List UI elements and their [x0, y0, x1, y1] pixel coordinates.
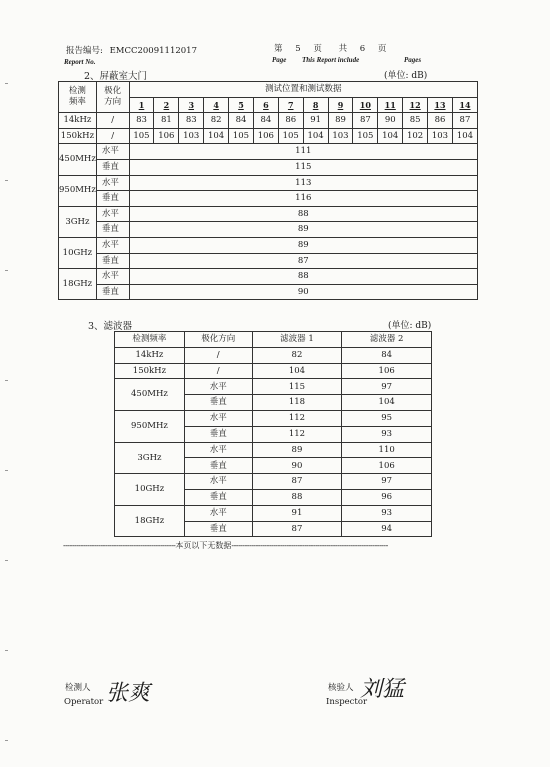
pol-cell: / — [96, 113, 129, 129]
pol-cell: 垂直 — [184, 426, 252, 442]
value-cell: 86 — [428, 113, 453, 129]
value-cell: 84 — [229, 113, 254, 129]
position-number-cell: 2 — [154, 97, 179, 113]
value-cell: 82 — [204, 113, 229, 129]
value-cell: 111 — [129, 144, 477, 160]
value-cell: 83 — [129, 113, 154, 129]
pol-cell: 水平 — [184, 379, 252, 395]
value-cell: 113 — [129, 175, 477, 191]
total-prefix: 共 — [338, 44, 348, 54]
section3-unit: (单位: dB) — [388, 321, 432, 331]
pol-cell: 水平 — [96, 269, 129, 285]
table-row — [59, 128, 478, 144]
shielding-door-table — [58, 81, 478, 300]
pol-cell: 水平 — [184, 505, 252, 521]
position-number-cell: 5 — [229, 97, 254, 113]
binding-mark — [5, 180, 8, 181]
freq-cell: 18GHz — [115, 505, 185, 537]
value-cell: 95 — [342, 410, 432, 426]
value-cell: 88 — [252, 489, 342, 505]
position-number-cell: 11 — [378, 97, 403, 113]
value-cell: 103 — [179, 128, 204, 144]
value-cell: 91 — [303, 113, 328, 129]
operator-signature: 张爽 — [106, 681, 151, 706]
pol-cell: 垂直 — [96, 253, 129, 269]
freq-cell: 10GHz — [115, 474, 185, 506]
value-cell: 104 — [342, 395, 432, 411]
pages-en: Pages — [404, 56, 422, 64]
filter-table — [114, 331, 432, 537]
pol-header-line1: 极化 — [104, 85, 122, 96]
value-cell: 89 — [252, 442, 342, 458]
header-cell: 检测频率 — [115, 332, 185, 348]
position-number-cell: 12 — [403, 97, 428, 113]
pol-cell: 水平 — [96, 237, 129, 253]
value-cell: 87 — [129, 253, 477, 269]
value-cell: 89 — [328, 113, 353, 129]
position-number-cell: 1 — [129, 97, 154, 113]
report-no-en: Report No. — [64, 58, 96, 66]
pol-cell: 水平 — [96, 144, 129, 160]
page-en: Page — [272, 56, 287, 64]
value-cell: 84 — [253, 113, 278, 129]
position-number-cell: 14 — [452, 97, 477, 113]
value-cell: 87 — [452, 113, 477, 129]
freq-cell: 950MHz — [115, 410, 185, 442]
pol-cell: / — [184, 347, 252, 363]
value-cell: 89 — [129, 237, 477, 253]
header-cell: 滤波器 2 — [342, 332, 432, 348]
position-number-cell: 9 — [328, 97, 353, 113]
value-cell: 112 — [252, 410, 342, 426]
freq-cell: 3GHz — [115, 442, 185, 474]
pol-cell: 水平 — [184, 474, 252, 490]
table-row — [115, 505, 432, 521]
binding-mark — [5, 470, 8, 471]
value-cell: 88 — [129, 269, 477, 285]
table-row — [59, 284, 478, 300]
binding-mark — [5, 740, 8, 741]
table-row — [59, 253, 478, 269]
value-cell: 105 — [129, 128, 154, 144]
total-number: 6 — [359, 44, 366, 54]
header-cell: 滤波器 1 — [252, 332, 342, 348]
pol-cell: 水平 — [96, 206, 129, 222]
pol-cell: 垂直 — [184, 521, 252, 537]
table-row — [115, 474, 432, 490]
binding-mark — [5, 380, 8, 381]
value-cell: 105 — [229, 128, 254, 144]
total-word: 页 — [377, 44, 387, 54]
table-header-row — [59, 82, 478, 98]
value-cell: 106 — [154, 128, 179, 144]
header-cell: 极化方向 — [184, 332, 252, 348]
inspector-signature: 刘猛 — [360, 677, 405, 702]
value-cell: 102 — [403, 128, 428, 144]
table-row — [59, 175, 478, 191]
report-no-label: 报告编号: — [66, 46, 103, 56]
position-number-cell: 8 — [303, 97, 328, 113]
pol-cell: 水平 — [96, 175, 129, 191]
freq-cell: 150kHz — [59, 128, 97, 144]
value-cell: 93 — [342, 505, 432, 521]
table-row — [115, 442, 432, 458]
value-cell: 85 — [403, 113, 428, 129]
freq-cell: 450MHz — [115, 379, 185, 411]
inspector-label-cn: 核验人 — [328, 683, 354, 693]
pol-cell: 水平 — [184, 410, 252, 426]
pol-cell: 垂直 — [184, 458, 252, 474]
value-cell: 89 — [129, 222, 477, 238]
value-cell: 90 — [129, 284, 477, 300]
position-number-cell: 13 — [428, 97, 453, 113]
position-number-cell: 4 — [204, 97, 229, 113]
freq-cell: 14kHz — [59, 113, 97, 129]
table-header-row — [115, 332, 432, 348]
page-word: 页 — [313, 44, 322, 54]
value-cell: 88 — [129, 206, 477, 222]
value-cell: 90 — [252, 458, 342, 474]
pol-cell: 垂直 — [184, 489, 252, 505]
position-number-cell: 6 — [253, 97, 278, 113]
page-prefix: 第 — [274, 44, 283, 54]
value-cell: 93 — [342, 426, 432, 442]
table-row — [59, 237, 478, 253]
value-cell: 94 — [342, 521, 432, 537]
value-cell: 106 — [342, 458, 432, 474]
value-cell: 84 — [342, 347, 432, 363]
table-row — [59, 269, 478, 285]
value-cell: 118 — [252, 395, 342, 411]
freq-cell: 450MHz — [59, 144, 97, 175]
pol-header — [96, 82, 129, 113]
freq-cell: 10GHz — [59, 237, 97, 268]
value-cell: 87 — [353, 113, 378, 129]
value-cell: 105 — [353, 128, 378, 144]
table-row — [59, 206, 478, 222]
pol-cell: 垂直 — [96, 159, 129, 175]
table-row — [115, 410, 432, 426]
pol-cell: / — [96, 128, 129, 144]
operator-label-en: Operator — [64, 697, 104, 707]
freq-header-line2: 频率 — [68, 97, 86, 108]
section3-title: 3、滤波器 — [88, 321, 133, 332]
pol-cell: 垂直 — [184, 395, 252, 411]
pol-header-line2: 方向 — [104, 97, 122, 108]
table-row — [59, 222, 478, 238]
value-cell: 110 — [342, 442, 432, 458]
value-cell: 90 — [378, 113, 403, 129]
value-cell: 87 — [252, 474, 342, 490]
position-number-cell: 10 — [353, 97, 378, 113]
binding-mark — [5, 650, 8, 651]
section2-unit: (单位: dB) — [384, 71, 428, 81]
value-cell: 104 — [303, 128, 328, 144]
table-row — [59, 159, 478, 175]
operator-label-cn: 检测人 — [65, 683, 91, 693]
value-cell: 116 — [129, 191, 477, 207]
freq-header — [59, 82, 97, 113]
value-cell: 86 — [278, 113, 303, 129]
pol-cell: 垂直 — [96, 284, 129, 300]
binding-mark — [5, 270, 8, 271]
value-cell: 97 — [342, 379, 432, 395]
freq-cell: 150kHz — [115, 363, 185, 379]
freq-cell: 18GHz — [59, 269, 97, 300]
position-number-cell: 7 — [278, 97, 303, 113]
value-cell: 91 — [252, 505, 342, 521]
inspector-label-en: Inspector — [326, 697, 368, 707]
table-row — [115, 363, 432, 379]
pol-cell: 水平 — [184, 442, 252, 458]
value-cell: 115 — [252, 379, 342, 395]
value-cell: 105 — [278, 128, 303, 144]
binding-mark — [5, 83, 8, 84]
report-include-en: This Report include — [302, 56, 360, 64]
value-cell: 96 — [342, 489, 432, 505]
value-cell: 104 — [252, 363, 342, 379]
table-row — [59, 113, 478, 129]
binding-mark — [5, 560, 8, 561]
value-cell: 103 — [428, 128, 453, 144]
value-cell: 104 — [452, 128, 477, 144]
value-cell: 103 — [328, 128, 353, 144]
report-no-value: EMCC20091112017 — [109, 46, 197, 56]
value-cell: 112 — [252, 426, 342, 442]
pol-cell: / — [184, 363, 252, 379]
value-cell: 106 — [342, 363, 432, 379]
page-number: 5 — [295, 44, 301, 54]
value-cell: 87 — [252, 521, 342, 537]
report-number — [66, 44, 197, 56]
pol-cell: 垂直 — [96, 222, 129, 238]
pol-cell: 垂直 — [96, 191, 129, 207]
freq-cell: 950MHz — [59, 175, 97, 206]
value-cell: 81 — [154, 113, 179, 129]
table-row — [59, 191, 478, 207]
page-indicator — [274, 42, 386, 54]
table-row — [115, 379, 432, 395]
value-cell: 97 — [342, 474, 432, 490]
table-row — [59, 144, 478, 160]
value-cell: 82 — [252, 347, 342, 363]
freq-header-line1: 检测 — [68, 85, 86, 96]
value-cell: 115 — [129, 159, 477, 175]
value-cell: 104 — [378, 128, 403, 144]
end-note: 本页以下无数据 — [175, 541, 232, 550]
value-cell: 104 — [204, 128, 229, 144]
position-number-cell: 3 — [179, 97, 204, 113]
section2-title: 2、屏蔽室大门 — [84, 71, 148, 82]
span-header: 测试位置和测试数据 — [129, 82, 477, 98]
freq-cell: 3GHz — [59, 206, 97, 237]
end-of-data-line: ---------------------------------------------------本页以下无数据----------------------------------------------------------------------- — [63, 541, 388, 550]
freq-cell: 14kHz — [115, 347, 185, 363]
table-row — [115, 347, 432, 363]
value-cell: 83 — [179, 113, 204, 129]
value-cell: 106 — [253, 128, 278, 144]
